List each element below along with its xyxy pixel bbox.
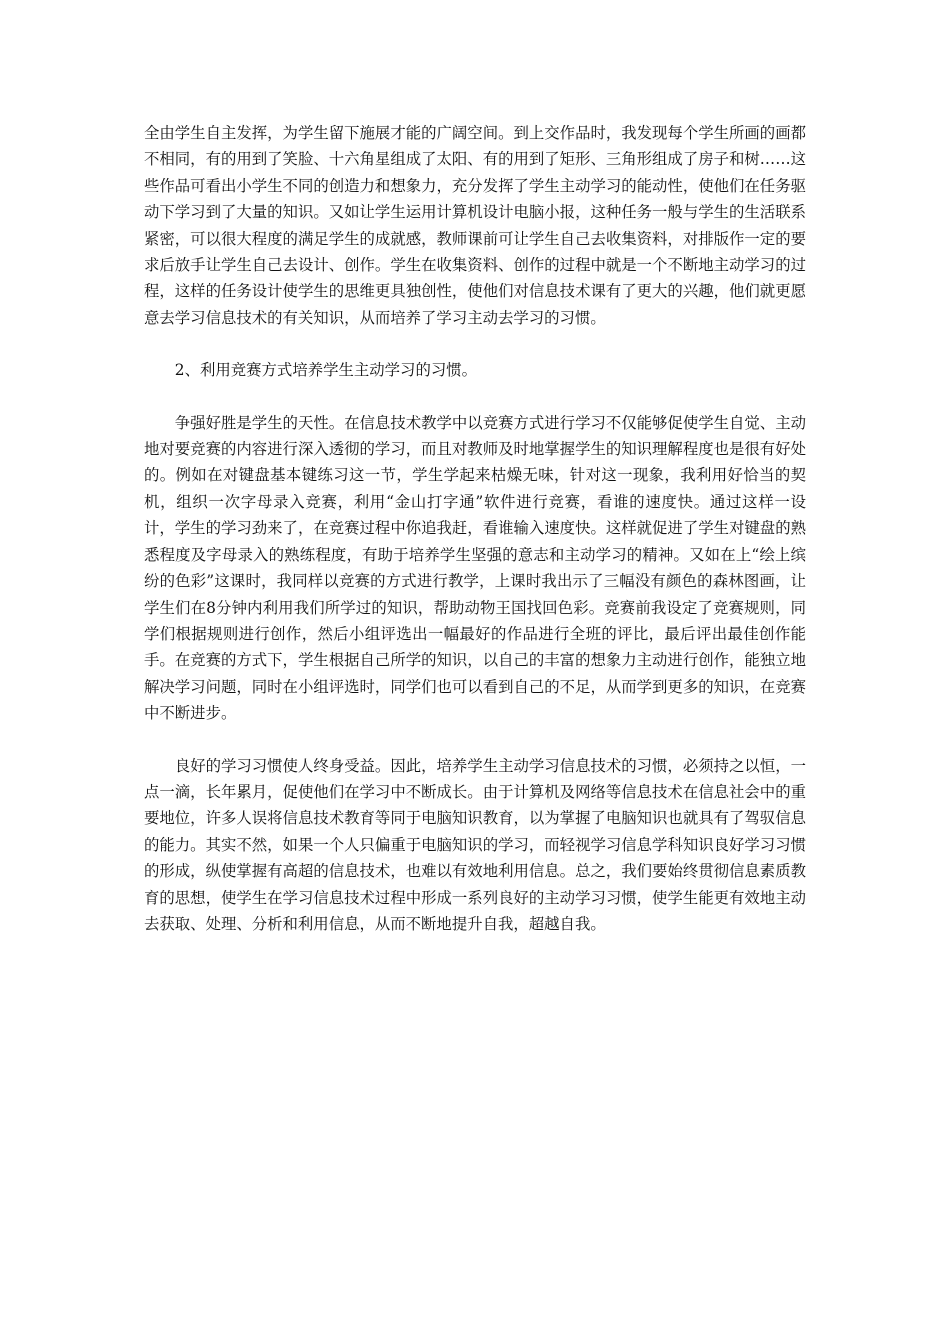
paragraph-continuation: 全由学生自主发挥，为学生留下施展才能的广阔空间。到上交作品时，我发现每个学生所画的画都不相同，有的用到了笑脸、十六角星组成了太阳、有的用到了矩形、三角形组成了房子和树……这些作品可看出小学生不同的创造力和想象力，充分发挥了学生主动学习的能动性，使他们在任务驱动下学习到了大量的知识。又如让学生运用计算机设计电脑小报，这种任务一般与学生的生活联系紧密，可以很大程度的满足学生的成就感，教师课前可让学生自己去收集资料，对排版作一定的要求后放手让学生自己去设计、创作。学生在收集资料、创作的过程中就是一个不断地主动学习的过程，这样的任务设计使学生的思维更具独创性，使他们对信息技术课有了更大的兴趣，他们就更愿意去学习信息技术的有关知识，从而培养了学习主动去学习的习惯。: [144, 124, 806, 327]
document-body: [144, 120, 806, 937]
paragraph-competition: 争强好胜是学生的天性。在信息技术教学中以竞赛方式进行学习不仅能够促使学生自觉、主动地对要竞赛的内容进行深入透彻的学习，而且对教师及时地掌握学生的知识理解程度也是很有好处的。例如在对键盘基本键练习这一节，学生学起来枯燥无味，针对这一现象，我利用好恰当的契机，组织一次字母录入竞赛，利用“金山打字通”软件进行竞赛，看谁的速度快。通过这样一设计，学生的学习劲来了，在竞赛过程中你追我赶，看谁输入速度快。这样就促进了学生对键盘的熟悉程度及字母录入的熟练程度，有助于培养学生坚强的意志和主动学习的精神。又如在上“绘上缤纷的色彩”这课时，我同样以竞赛的方式进行教学，上课时我出示了三幅没有颜色的森林图画，让学生们在8分钟内利用我们所学过的知识，帮助动物王国找回色彩。竞赛前我设定了竞赛规则，同学们根据规则进行创作，然后小组评选出一幅最好的作品进行全班的评比，最后评出最佳创作能手。在竞赛的方式下，学生根据自己所学的知识，以自己的丰富的想象力主动进行创作，能独立地解决学习问题，同时在小组评选时，同学们也可以看到自己的不足，从而学到更多的知识，在竞赛中不断进步。: [144, 413, 806, 723]
paragraph-conclusion: 良好的学习习惯使人终身受益。因此，培养学生主动学习信息技术的习惯，必须持之以恒，一点一滴，长年累月，促使他们在学习中不断成长。由于计算机及网络等信息技术在信息社会中的重要地位，许多人误将信息技术教育等同于电脑知识教育，以为掌握了电脑知识也就具有了驾驭信息的能力。其实不然，如果一个人只偏重于电脑知识的学习，而轻视学习信息学科知识良好学习习惯的形成，纵使掌握有高超的信息技术，也难以有效地利用信息。总之，我们要始终贯彻信息素质教育的思想，使学生在学习信息技术过程中形成一系列良好的主动学习习惯，使学生能更有效地主动去获取、处理、分析和利用信息，从而不断地提升自我，超越自我。: [144, 756, 806, 933]
section-heading: 2、利用竞赛方式培养学生主动学习的习惯。: [174, 361, 478, 380]
